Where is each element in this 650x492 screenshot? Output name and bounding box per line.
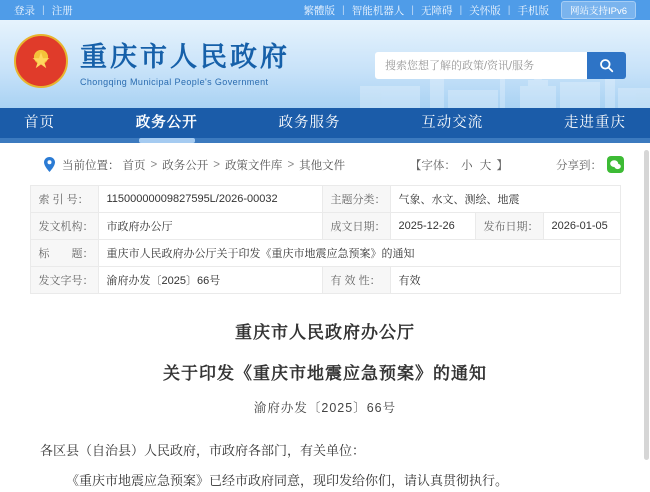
validity-label: 有 效 性：	[322, 267, 390, 294]
account-links	[14, 3, 73, 18]
topbar-divider: |	[411, 4, 415, 16]
national-emblem-icon: ★	[14, 34, 68, 88]
issuing-agency-value: 市政府办公厅	[98, 213, 322, 240]
doc-number-label: 发文字号：	[30, 267, 98, 294]
search-input[interactable]	[375, 52, 587, 79]
breadcrumb-separator: >	[150, 158, 158, 171]
document-number: 渝府办发〔2025〕66号	[253, 401, 397, 415]
active-tab-indicator	[139, 138, 195, 143]
font-size-control	[410, 157, 508, 173]
top-utility-bar	[0, 0, 650, 20]
font-size-label: 【字体：	[409, 159, 456, 172]
table-row	[30, 186, 620, 213]
written-date-value: 2025-12-26	[390, 213, 475, 240]
search-icon	[599, 58, 614, 73]
share-label: 分享到：	[556, 159, 602, 172]
smart-robot-link[interactable]: 智能机器人	[351, 4, 405, 17]
mobile-version-link[interactable]: 手机版	[517, 4, 549, 17]
breadcrumb-separator: >	[213, 158, 220, 171]
site-header	[0, 20, 650, 108]
site-title-english: Chongqing Municipal People's Government	[80, 77, 269, 87]
nav-item-label: 政务公开	[135, 115, 198, 131]
search-bar	[375, 52, 626, 79]
index-number-label: 索 引 号：	[30, 186, 98, 213]
register-link[interactable]: 注册	[51, 4, 73, 17]
table-row	[30, 240, 620, 267]
care-version-link[interactable]: 关怀版	[469, 4, 501, 17]
document-body	[40, 440, 610, 492]
table-row	[30, 213, 620, 240]
document-title-line2: 关于印发《重庆市地震应急预案》的通知	[163, 364, 487, 383]
breadcrumb-row	[0, 143, 650, 182]
title-label: 标 题：	[30, 240, 98, 267]
traditional-chinese-link[interactable]: 繁體版	[303, 4, 336, 17]
document-paragraph: 《重庆市地震应急预案》已经市政府同意，现印发给你们，请认真贯彻执行。	[66, 473, 509, 489]
doc-number-value: 渝府办发〔2025〕66号	[98, 267, 322, 294]
document-paragraph: 各区县（自治县）人民政府，市政府各部门，有关单位：	[40, 443, 366, 458]
font-larger-button[interactable]: 大	[479, 159, 492, 172]
table-row	[30, 267, 620, 294]
index-number-value: 11500000009827595L/2026-00032	[98, 186, 322, 213]
nav-item-interaction[interactable]: 互动交流	[421, 115, 484, 131]
publish-date-value: 2026-01-05	[543, 213, 620, 240]
scrollbar-thumb[interactable]	[644, 150, 649, 460]
share-control	[556, 156, 624, 173]
document-title-line1: 重庆市人民政府办公厅	[235, 323, 415, 342]
nav-item-home[interactable]: 首页	[24, 115, 55, 131]
written-date-label: 成文日期：	[322, 213, 390, 240]
nav-item-about-chongqing[interactable]: 走进重庆	[564, 115, 626, 131]
publish-date-label: 发布日期：	[475, 213, 543, 240]
topbar-divider: |	[459, 4, 463, 16]
topic-category-value: 气象、水文、测绘、地震	[390, 186, 620, 213]
topbar-divider: |	[342, 4, 345, 16]
ipv6-support-badge: 网站支持IPv6	[561, 1, 636, 19]
location-pin-icon	[44, 157, 55, 172]
nav-item-gov-services[interactable]: 政务服务	[278, 115, 341, 131]
wechat-share-icon[interactable]	[607, 156, 624, 173]
breadcrumb-home[interactable]: 首页	[122, 159, 146, 172]
brand-text	[80, 35, 290, 87]
search-button[interactable]	[587, 52, 626, 79]
font-smaller-button[interactable]: 小	[461, 159, 473, 172]
document-metadata-table	[30, 185, 621, 294]
utility-links	[304, 1, 636, 19]
breadcrumb-other-documents: 其他文件	[299, 159, 346, 172]
breadcrumb-separator: >	[287, 158, 295, 171]
topbar-divider: |	[507, 4, 511, 16]
login-link[interactable]: 登录	[14, 4, 35, 17]
breadcrumb-policy-library[interactable]: 政策文件库	[224, 159, 283, 172]
nav-item-gov-disclosure[interactable]	[136, 108, 198, 138]
site-title: 重庆市人民政府	[80, 42, 290, 72]
topbar-divider: |	[42, 4, 45, 16]
breadcrumb-prefix: 当前位置：	[62, 159, 120, 172]
breadcrumb-gov-disclosure[interactable]: 政务公开	[162, 159, 209, 172]
topic-category-label: 主题分类：	[322, 186, 390, 213]
accessibility-link[interactable]: 无障碍	[421, 4, 453, 17]
document-header	[0, 318, 650, 416]
validity-value: 有效	[390, 267, 620, 294]
font-size-label-close: 】	[496, 159, 508, 172]
page-tools	[410, 156, 624, 173]
main-navigation	[0, 108, 650, 138]
title-value: 重庆市人民政府办公厅关于印发《重庆市地震应急预案》的通知	[98, 240, 620, 267]
issuing-agency-label: 发文机构：	[30, 213, 98, 240]
